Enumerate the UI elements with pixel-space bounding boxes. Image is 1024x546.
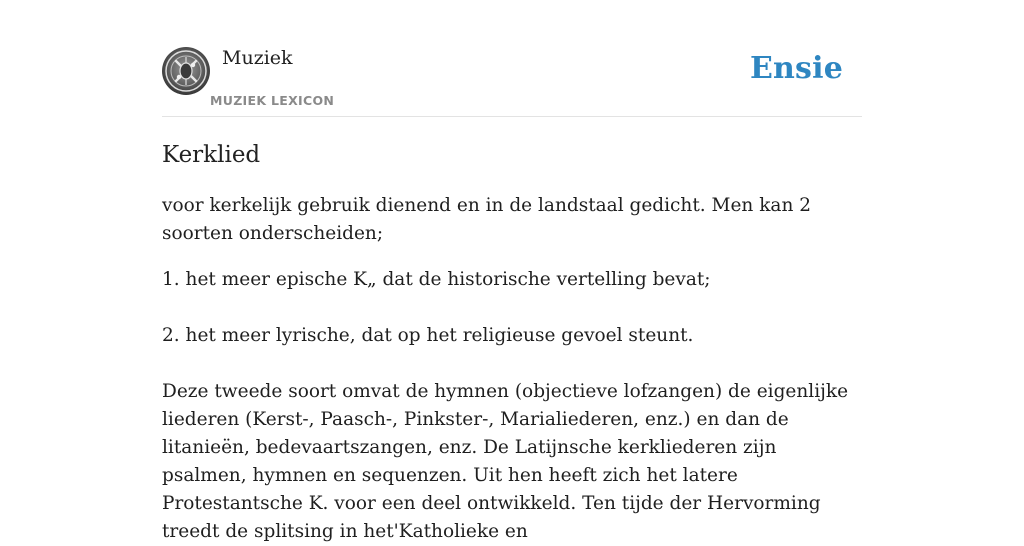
paragraph-body: Deze tweede soort omvat de hymnen (objectieve lofzangen) de eigenlijke liederen (Kerst-, Paasch-, Pinkster-, Marialiederen, enz.) en dan de litanieën, bedevaartszangen, enz. De Latijnsche kerkliederen zijn psalmen, hymnen en sequenzen. Uit hen heeft zich het latere Protestantsche K. voor een deel ontwikkeld. Ten tijde der Hervorming treedt de splitsing in het'Katholieke en: [162, 381, 849, 542]
article: [162, 140, 862, 546]
paragraph-intro: voor kerkelijk gebruik dienend en in de landstaal gedicht. Men kan 2 soorten onderscheiden;: [162, 195, 812, 244]
article-title: Kerklied: [162, 142, 261, 168]
list-item-2: 2. het meer lyrische, dat op het religieuse gevoel steunt.: [162, 325, 694, 346]
music-emblem-icon[interactable]: [162, 47, 210, 95]
list-item-1: 1. het meer epische K„ dat de historische vertelling bevat;: [162, 269, 711, 290]
source-title[interactable]: Muziek: [222, 47, 293, 69]
source-subtitle[interactable]: MUZIEK LEXICON: [210, 93, 335, 108]
header: [162, 0, 862, 117]
ensie-logo[interactable]: Ensie: [749, 51, 843, 86]
